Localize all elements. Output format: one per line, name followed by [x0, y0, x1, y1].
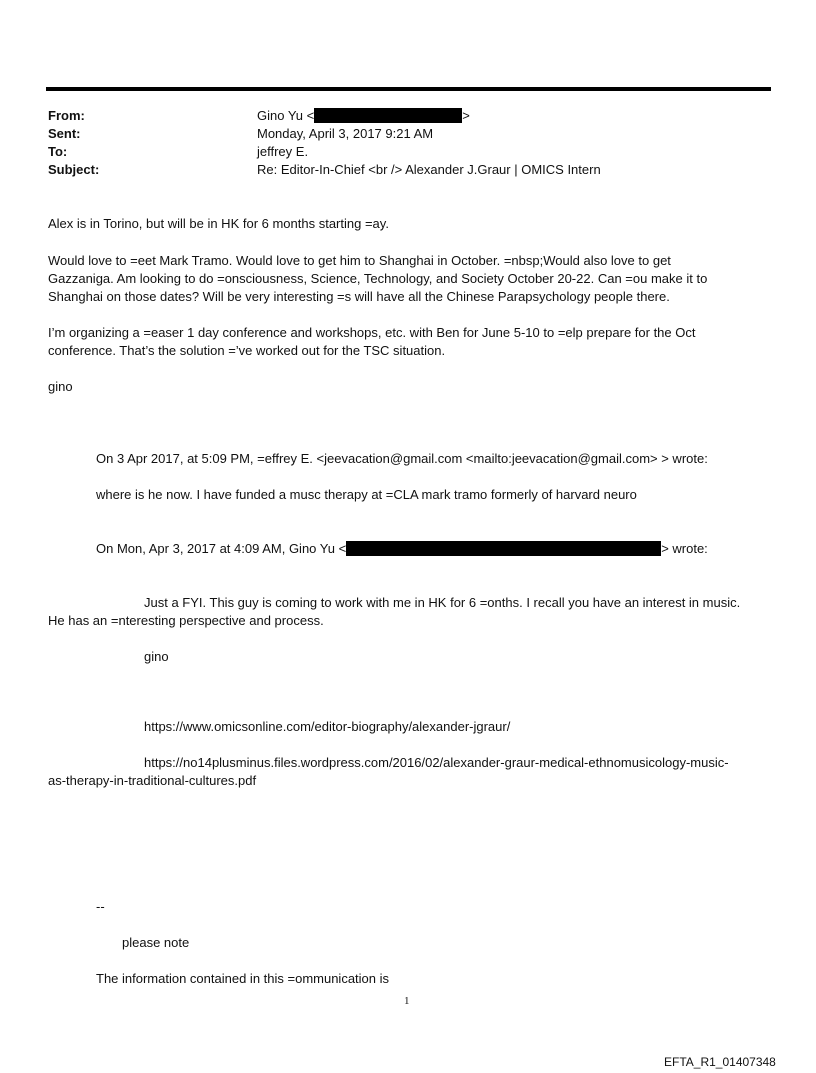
link-2-line-1[interactable]: https://no14plusminus.files.wordpress.com/2016/02/alexander-graur-medical-ethnomusicology-music-	[144, 755, 729, 770]
to-label: To:	[48, 144, 68, 159]
body-paragraph-3-line-1: I’m organizing a =easer 1 day conference and workshops, etc. with Ben for June 5-10 to =elp prepare for the Oct	[48, 325, 696, 340]
link-1[interactable]: https://www.omicsonline.com/editor-biography/alexander-jgraur/	[144, 719, 511, 734]
subject-value: Re: Editor-In-Chief <br /> Alexander J.Graur | OMICS Intern	[257, 162, 601, 177]
to-value: jeffrey E.	[257, 144, 309, 159]
subject-label: Subject:	[48, 162, 100, 177]
body-paragraph-2-line-3: Shanghai on those dates? Will be very interesting =s will have all the Chinese Parapsychology people there.	[48, 289, 670, 304]
body-paragraph-3-line-2: conference. That’s the solution =’ve worked out for the TSC situation.	[48, 343, 446, 358]
from-label: From:	[48, 108, 85, 123]
signature-1: gino	[48, 379, 73, 394]
quote-2-header	[96, 539, 708, 558]
info-line: The information contained in this =ommunication is	[96, 971, 390, 986]
quote-2-header-end: > wrote:	[661, 541, 708, 556]
separator-dashes: --	[96, 899, 105, 914]
page-number: 1	[404, 995, 410, 1007]
sent-label: Sent:	[48, 126, 81, 141]
sent-value: Monday, April 3, 2017 9:21 AM	[257, 126, 434, 141]
body-paragraph-2-line-1: Would love to =eet Mark Tramo. Would love to get him to Shanghai in October. =nbsp;Would also love to get	[48, 253, 671, 268]
quote-2-line-2: He has an =nteresting perspective and process.	[48, 613, 324, 628]
redaction-block	[314, 108, 462, 123]
quote-1-body: where is he now. I have funded a musc therapy at =CLA mark tramo formerly of harvard neuro	[96, 487, 637, 502]
link-2-line-2[interactable]: as-therapy-in-traditional-cultures.pdf	[48, 773, 257, 788]
body-paragraph-1: Alex is in Torino, but will be in HK for 6 months starting =ay.	[48, 216, 389, 231]
signature-2: gino	[144, 649, 169, 664]
quote-1-header: On 3 Apr 2017, at 5:09 PM, =effrey E. <jeevacation@gmail.com <mailto:jeevacation@gmail.com> > wrote:	[96, 451, 708, 466]
header-rule	[46, 87, 771, 91]
document-id: EFTA_R1_01407348	[664, 1055, 776, 1069]
body-paragraph-2-line-2: Gazzaniga. Am looking to do =onsciousness, Science, Technology, and Society October 20-22. Can =ou make it to	[48, 271, 708, 286]
redaction-block	[346, 541, 661, 556]
quote-2-line-1: Just a FYI. This guy is coming to work with me in HK for 6 =onths. I recall you have an interest in music.	[144, 595, 741, 610]
please-note: please note	[122, 935, 190, 950]
from-close: >	[462, 108, 470, 123]
from-name: Gino Yu <	[257, 108, 315, 123]
quote-2-header-start: On Mon, Apr 3, 2017 at 4:09 AM, Gino Yu <	[96, 541, 347, 556]
from-value	[257, 107, 470, 125]
